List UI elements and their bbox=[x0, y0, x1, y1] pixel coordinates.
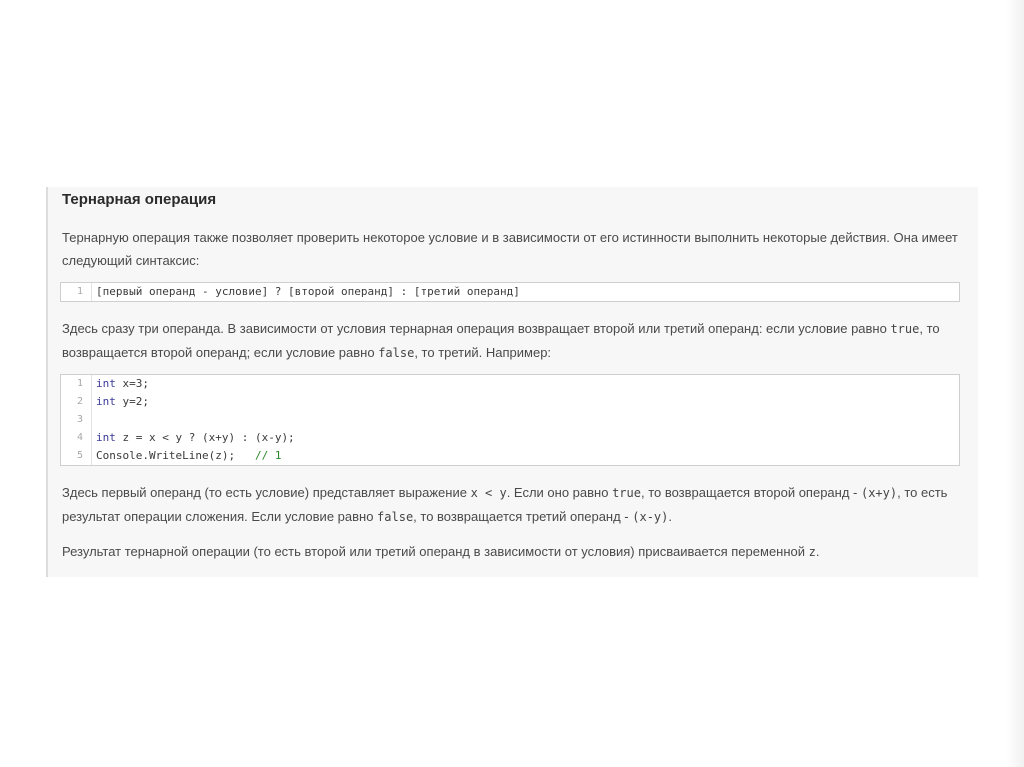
syntax-code-block bbox=[60, 282, 960, 302]
inline-code-false: false bbox=[378, 346, 415, 360]
line-number: 3 bbox=[76, 414, 83, 425]
text: . Если оно равно bbox=[506, 485, 613, 500]
text: Здесь первый операнд (то есть условие) представляет выражение bbox=[62, 485, 471, 500]
code-rest: z = x < y ? (x+y) : (x-y); bbox=[115, 431, 295, 444]
text: , то возвращается второй операнд; если условие равно bbox=[62, 321, 940, 360]
keyword: int bbox=[96, 431, 116, 444]
code-line bbox=[61, 411, 959, 429]
code-rest: Console.WriteLine(z); bbox=[96, 449, 255, 462]
code-text bbox=[96, 429, 295, 447]
code-text: [первый операнд - условие] ? [второй операнд] : [третий операнд] bbox=[96, 285, 520, 298]
code-comment: // 1 bbox=[254, 449, 282, 462]
inline-code-variable: z bbox=[808, 545, 816, 559]
text: Результат тернарной операции (то есть второй или третий операнд в зависимости от условия) присваивается переменной bbox=[62, 544, 809, 559]
result-paragraph bbox=[62, 540, 976, 564]
keyword: int bbox=[96, 377, 116, 390]
text: . bbox=[815, 544, 820, 559]
inline-code-diff: (x-y) bbox=[632, 510, 669, 524]
text: , то возвращается третий операнд - bbox=[413, 509, 633, 524]
intro-paragraph: Тернарную операция также позволяет проверить некоторое условие и в зависимости от его истинности выполнить некоторые действия. Она имеет следующий синтаксис: bbox=[62, 230, 958, 268]
text: , то возвращается второй операнд - bbox=[640, 485, 861, 500]
line-number: 2 bbox=[76, 396, 83, 407]
line-number: 1 bbox=[76, 378, 83, 389]
line-number: 5 bbox=[76, 450, 83, 461]
inline-code-false: false bbox=[377, 510, 414, 524]
line-number: 1 bbox=[76, 286, 83, 297]
code-rest: x=3; bbox=[115, 377, 149, 390]
code-line bbox=[61, 283, 959, 301]
example-code-block bbox=[60, 374, 960, 466]
keyword: int bbox=[96, 395, 116, 408]
article-panel bbox=[46, 187, 978, 577]
text: , то есть результат операции сложения. Если условие равно bbox=[62, 485, 948, 524]
text: Здесь сразу три операнда. В зависимости от условия тернарная операция возвращает второй или третий операнд: если условие равно bbox=[62, 321, 891, 336]
line-number: 4 bbox=[76, 432, 83, 443]
code-line bbox=[61, 375, 959, 393]
code-line bbox=[61, 447, 959, 465]
code-rest: y=2; bbox=[115, 395, 149, 408]
code-text bbox=[96, 375, 149, 393]
code-text bbox=[96, 447, 281, 465]
inline-code-true: true bbox=[890, 322, 920, 336]
code-text bbox=[96, 393, 149, 411]
explanation-paragraph bbox=[62, 317, 976, 365]
section-title: Тернарная операция bbox=[62, 191, 217, 208]
inline-code-sum: (x+y) bbox=[860, 486, 898, 500]
inline-code-expression: x < y bbox=[470, 486, 507, 500]
detail-paragraph bbox=[62, 481, 976, 529]
inline-code-true: true bbox=[612, 486, 641, 500]
code-line bbox=[61, 393, 959, 411]
code-line bbox=[61, 429, 959, 447]
slide-edge bbox=[1006, 0, 1024, 767]
text: , то третий. Например: bbox=[414, 345, 552, 360]
text: . bbox=[668, 509, 672, 524]
